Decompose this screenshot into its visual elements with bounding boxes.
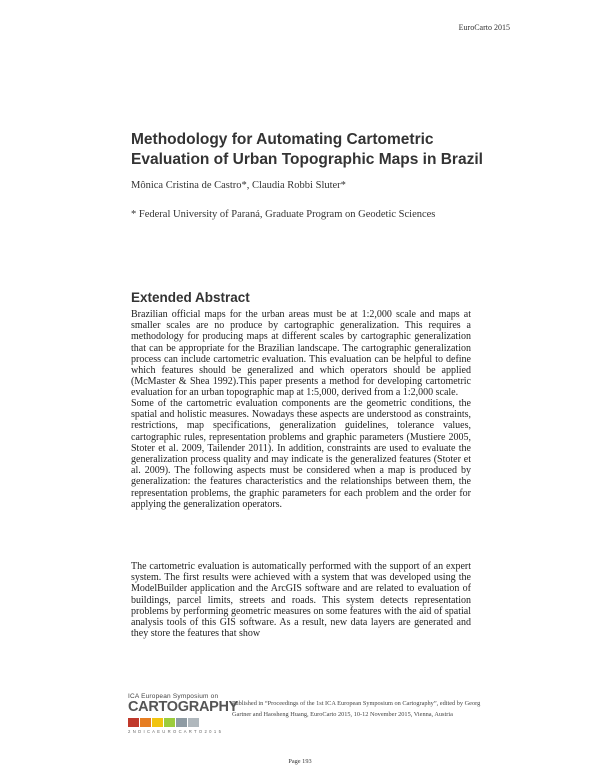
logo-bar [164,718,175,727]
paragraph-2: Some of the cartometric evaluation components are the geometric conditions, the spatial and holistic measures. Nowadays these aspects are understood as constraints, restrictions, map specifications, generalization guidelines, tolerance values, cartographic rules, representation problems and graphic parameters (Mustiere 2005, Stoter et al. 2009, Tailender 2011). In addition, constraints are used to evaluate the generalization process quality and may indicate is the generalized features (Stoter et al. 2009). The following aspects must be considered when a map is produced by generalization: the features characteristics and the relationships between them, the representation problems, the graphic parameters for each problem and the order for applying the generalization operators. [131,398,471,510]
conference-header: EuroCarto 2015 [458,23,510,32]
logo-bar [152,718,163,727]
paragraph-3: The cartometric evaluation is automatically performed with the support of an expert system. The first results were achieved with a system that was developed using the ModelBuilder application and the ArcGIS software and are related to evaluation of buildings, parcel limits, streets and roads. This system detects representation problems by performing geometric measures on some features with the aid of spatial analysis tools of this GIS software. As a result, new data layers are generated and they store the features that show [131,561,471,640]
paper-title: Methodology for Automating Cartometric Evaluation of Urban Topographic Maps in Brazil [131,131,483,168]
publication-note: Published in “Proceedings of the 1st ICA European Symposium on Cartography”, edited by Georg Gartner and Haosheng Huang, EuroCarto 2015, 10-12 November 2015, Vienna, Austria [232,700,481,718]
page-number: Page 193 [288,758,312,765]
logo-color-bars [128,718,228,727]
logo-bar [176,718,187,727]
logo-bottom-text: 2 N D I C A E U R O C A R T O 2 0 1 5 [128,729,222,734]
section-heading: Extended Abstract [131,290,250,305]
logo-bar [140,718,151,727]
author-affiliation: * Federal University of Paraná, Graduate Program on Geodetic Sciences [131,209,436,220]
conference-logo [128,693,239,745]
paper-authors: Mônica Cristina de Castro*, Claudia Robbi Sluter* [131,180,346,191]
logo-bar [188,718,199,727]
logo-top-text: ICA European Symposium on [128,693,219,700]
logo-bar [128,718,139,727]
logo-main-text: CARTOGRAPHY [128,699,239,715]
paragraph-1: Brazilian official maps for the urban areas must be at 1:2,000 scale and maps at smaller scales are no produce by cartographic generalization. This requires a methodology for producing maps at different scales by cartographic generalization that can be appropriate for the Brazilian landscape. The cartographic generalization process can include cartometric evaluation. This evaluation can be helpful to define which features should be generalized and which operators should be applied (McMaster & Shea 1992).This paper presents a method for developing cartometric evaluation for an urban topographic map at 1:5,000, derived from a 1:2,000 scale. [131,309,471,399]
